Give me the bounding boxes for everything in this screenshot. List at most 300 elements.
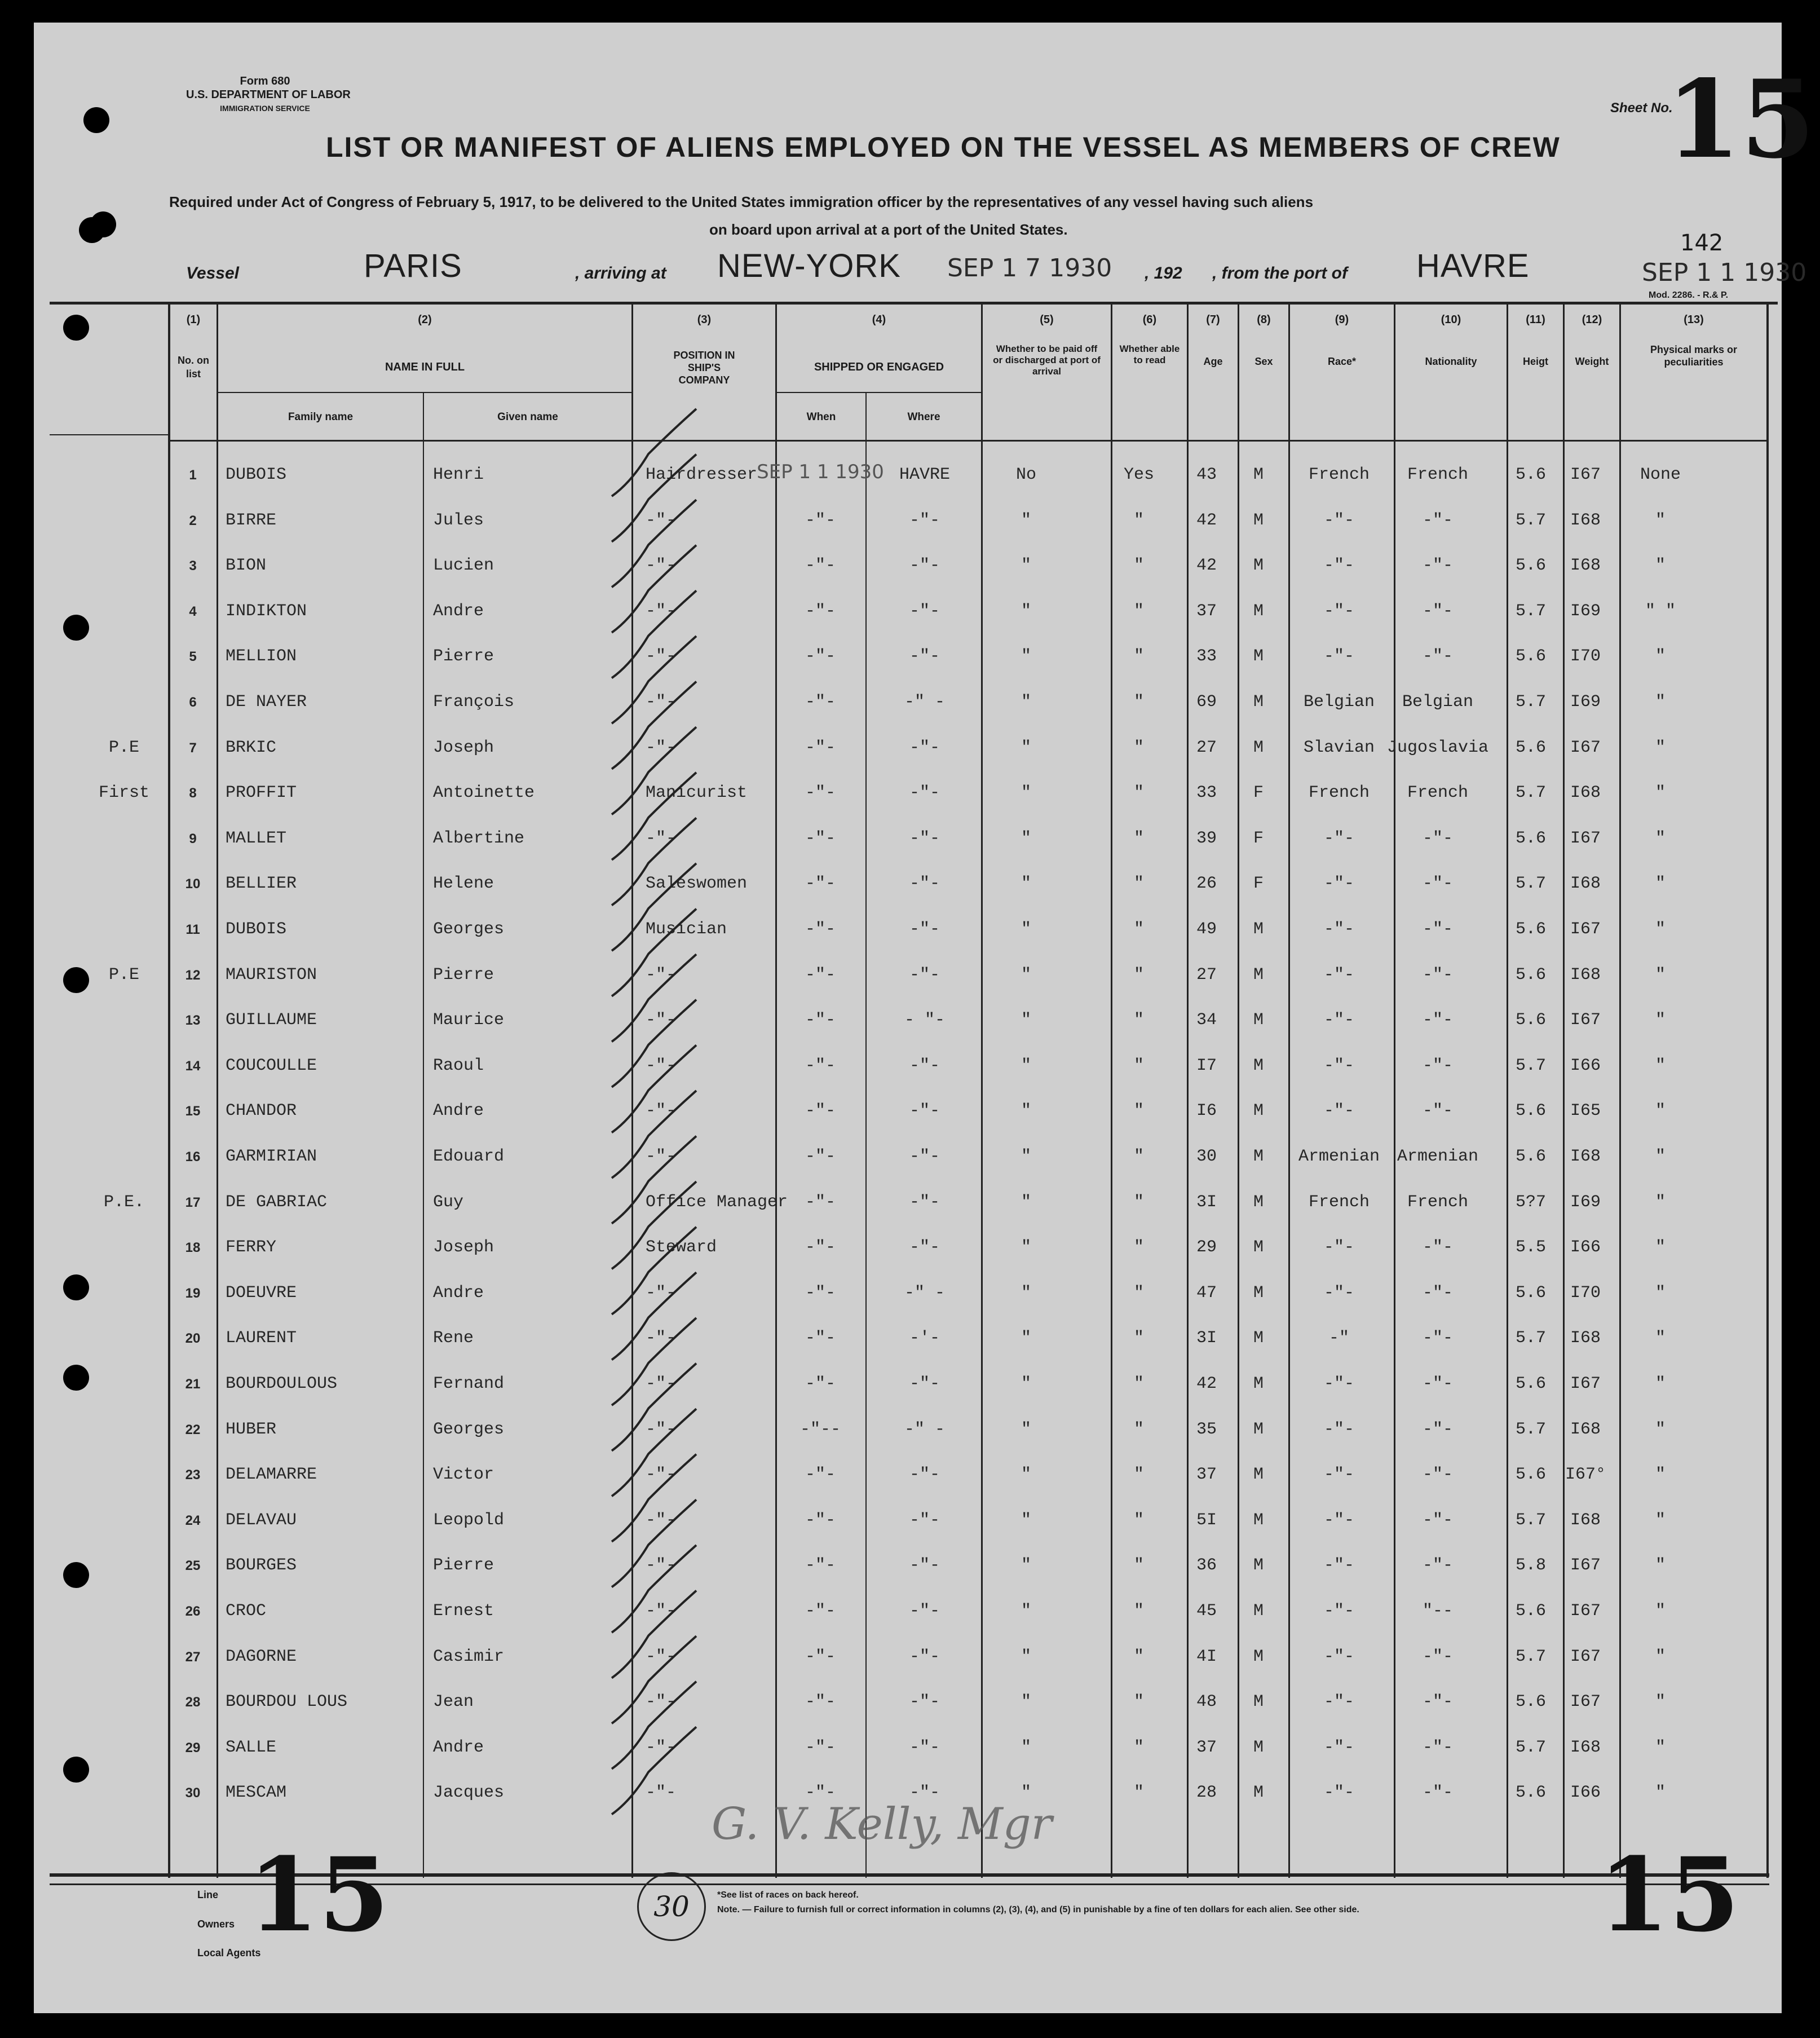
- cell-given: Georges: [433, 1420, 505, 1439]
- cell-marks: ": [1655, 1602, 1666, 1621]
- cell-weight: I68: [1570, 783, 1601, 802]
- cell-race: -"-: [1323, 647, 1355, 666]
- check-mark-stroke: [612, 1272, 696, 1360]
- cell-age: 4I: [1196, 1647, 1217, 1666]
- cell-paid: ": [1021, 1556, 1032, 1575]
- cell-family: DUBOIS: [226, 465, 287, 484]
- cell-where: HAVRE: [899, 465, 951, 484]
- cell-where: -"-: [909, 1602, 940, 1621]
- cell-where: -"-: [909, 1511, 940, 1530]
- cell-when: -"-: [805, 783, 836, 802]
- cell-when: -"-: [805, 1602, 836, 1621]
- cell-no: 23: [185, 1467, 201, 1483]
- cell-age: 37: [1196, 1738, 1217, 1757]
- cell-nationality: French: [1407, 1193, 1469, 1212]
- cell-position: -"-: [646, 1692, 677, 1711]
- cell-family: HUBER: [226, 1420, 277, 1439]
- cell-weight: I68: [1570, 1511, 1601, 1530]
- cell-sex: M: [1253, 1374, 1264, 1393]
- cell-paid: ": [1021, 1374, 1032, 1393]
- cell-nationality: -"-: [1422, 920, 1454, 939]
- cell-paid: ": [1021, 1602, 1032, 1621]
- cell-paid: ": [1021, 1147, 1032, 1166]
- cell-height: 5.6: [1515, 1692, 1547, 1711]
- col-label: Race*: [1327, 356, 1357, 367]
- cell-sex: M: [1253, 1238, 1264, 1257]
- cell-no: 4: [189, 604, 197, 619]
- check-mark-stroke: [612, 1499, 696, 1587]
- cell-no: 13: [185, 1013, 201, 1028]
- check-mark-stroke: [612, 455, 696, 542]
- cell-paid: No: [1015, 465, 1037, 484]
- check-mark-stroke: [612, 909, 696, 996]
- cell-marks: ": [1655, 874, 1666, 893]
- cell-family: DAGORNE: [226, 1647, 297, 1666]
- cell-when: -"-: [805, 1647, 836, 1666]
- cell-sex: F: [1253, 874, 1264, 893]
- check-mark-stroke: [612, 1045, 696, 1132]
- cell-race: -"-: [1323, 965, 1355, 985]
- cell-read: ": [1133, 783, 1145, 802]
- cell-read: ": [1133, 1692, 1145, 1711]
- cell-position: -"-: [646, 1738, 677, 1757]
- cell-age: 45: [1196, 1602, 1217, 1621]
- cell-sex: M: [1253, 920, 1264, 939]
- cell-race: -"-: [1323, 1647, 1355, 1666]
- cell-age: 42: [1196, 1374, 1217, 1393]
- cell-where: -"-: [909, 511, 940, 530]
- cell-family: CROC: [226, 1602, 267, 1621]
- cell-age: 39: [1196, 829, 1217, 848]
- cell-age: 27: [1196, 965, 1217, 985]
- page-title: LIST OR MANIFEST OF ALIENS EMPLOYED ON THE VESSEL AS MEMBERS OF CREW: [326, 131, 1561, 163]
- cell-where: -" -: [904, 1420, 946, 1439]
- cell-height: 5.7: [1515, 783, 1547, 802]
- cell-race: -"-: [1323, 1238, 1355, 1257]
- cell-nationality: "--: [1422, 1602, 1454, 1621]
- check-mark-stroke: [612, 1091, 696, 1178]
- cell-family: BOURDOULOUS: [226, 1374, 338, 1393]
- col-label: Whether able to read: [1119, 343, 1180, 365]
- cell-when: -"-: [805, 647, 836, 666]
- cell-nationality: -"-: [1422, 874, 1454, 893]
- col-label: Sex: [1254, 356, 1273, 367]
- cell-race: -"-: [1323, 511, 1355, 530]
- cell-age: 36: [1196, 1556, 1217, 1575]
- cell-marks: ": [1655, 692, 1666, 712]
- cell-weight: I67: [1570, 1692, 1601, 1711]
- cell-read: ": [1133, 965, 1145, 985]
- cell-race: -"-: [1323, 556, 1355, 575]
- vessel-name: PARIS: [364, 248, 462, 284]
- cell-when: -"-: [805, 1101, 836, 1121]
- cell-position: -"-: [646, 511, 677, 530]
- cell-weight: I67: [1570, 1556, 1601, 1575]
- cell-sex: M: [1253, 1511, 1264, 1530]
- cell-marks: ": [1655, 1329, 1666, 1348]
- cell-read: ": [1133, 692, 1145, 712]
- cell-where: -"-: [909, 874, 940, 893]
- cell-marks: ": [1655, 1556, 1666, 1575]
- cell-race: -"-: [1323, 1511, 1355, 1530]
- cell-nationality: French: [1407, 783, 1469, 802]
- cell-when: -"-: [805, 920, 836, 939]
- cell-paid: ": [1021, 1329, 1032, 1348]
- cell-no: 15: [185, 1104, 201, 1119]
- cell-read: ": [1133, 1147, 1145, 1166]
- cell-no: 29: [185, 1740, 201, 1755]
- cell-age: I6: [1196, 1101, 1217, 1121]
- cell-paid: ": [1021, 829, 1032, 848]
- cell-position: -"-: [646, 692, 677, 712]
- cell-weight: I67: [1570, 738, 1601, 757]
- cell-height: 5?7: [1515, 1193, 1547, 1212]
- check-mark-stroke: [612, 773, 696, 860]
- cell-weight: I68: [1570, 1329, 1601, 1348]
- cell-weight: I67: [1570, 829, 1601, 848]
- cell-height: 5.7: [1515, 1329, 1547, 1348]
- check-mark-stroke: [612, 863, 696, 951]
- cell-race: -"-: [1323, 1056, 1355, 1075]
- cell-weight: I65: [1570, 1101, 1601, 1121]
- cell-age: 43: [1196, 465, 1217, 484]
- cell-read: ": [1133, 1602, 1145, 1621]
- cell-nationality: -"-: [1422, 1511, 1454, 1530]
- cell-age: 33: [1196, 647, 1217, 666]
- cell-when: -"-: [805, 829, 836, 848]
- cell-marks: ": [1655, 1783, 1666, 1802]
- cell-where: -"-: [909, 829, 940, 848]
- check-mark-stroke: [612, 1727, 696, 1814]
- cell-race: French: [1308, 1193, 1370, 1212]
- cell-where: - "-: [904, 1011, 946, 1030]
- cell-position: -"-: [646, 1420, 677, 1439]
- cell-paid: ": [1021, 602, 1032, 621]
- cell-family: CHANDOR: [226, 1101, 297, 1121]
- cell-position: -"-: [646, 1465, 677, 1484]
- cell-no: 16: [185, 1149, 201, 1164]
- where-header: Where: [907, 411, 940, 423]
- cell-position: -"-: [646, 1511, 677, 1530]
- cell-race: -"-: [1323, 1283, 1355, 1303]
- cell-sex: F: [1253, 829, 1264, 848]
- subtitle-line-2: on board upon arrival at a port of the United States.: [709, 221, 1068, 238]
- cell-race: -"-: [1323, 1783, 1355, 1802]
- cell-weight: I68: [1570, 965, 1601, 985]
- cell-position: -"-: [646, 1056, 677, 1075]
- cell-height: 5.6: [1515, 965, 1547, 985]
- cell-marks: ": [1655, 1420, 1666, 1439]
- col-number: (2): [418, 314, 432, 326]
- cell-weight: I67°: [1565, 1465, 1606, 1484]
- cell-race: French: [1308, 783, 1370, 802]
- cell-when: -"-: [805, 965, 836, 985]
- cell-paid: ": [1021, 1283, 1032, 1303]
- cell-position: Office Manager: [646, 1193, 788, 1212]
- cell-race: -": [1328, 1329, 1350, 1348]
- cell-race: -"-: [1323, 1738, 1355, 1757]
- cell-height: 5.8: [1515, 1556, 1547, 1575]
- cell-position: Steward: [646, 1238, 717, 1257]
- cell-where: -"-: [909, 920, 940, 939]
- cell-paid: ": [1021, 511, 1032, 530]
- cell-when: SEP 1 1 1930: [757, 461, 884, 483]
- cell-weight: I67: [1570, 1374, 1601, 1393]
- cell-where: -"-: [909, 1783, 940, 1802]
- cell-nationality: -"-: [1422, 647, 1454, 666]
- cell-paid: ": [1021, 920, 1032, 939]
- when-header: When: [806, 411, 836, 423]
- cell-weight: I67: [1570, 1647, 1601, 1666]
- cell-sex: M: [1253, 556, 1264, 575]
- cell-nationality: -"-: [1422, 965, 1454, 985]
- cell-given: Pierre: [433, 1556, 494, 1575]
- cell-paid: ": [1021, 1193, 1032, 1212]
- cell-read: ": [1133, 1420, 1145, 1439]
- cell-position: -"-: [646, 556, 677, 575]
- check-mark-stroke: [612, 1000, 696, 1087]
- col-number: (12): [1582, 314, 1602, 326]
- cell-no: 20: [185, 1331, 201, 1346]
- cell-given: Andre: [433, 602, 484, 621]
- cell-sex: M: [1253, 1783, 1264, 1802]
- cell-age: 30: [1196, 1147, 1217, 1166]
- cell-no: 17: [185, 1195, 201, 1210]
- cell-given: Pierre: [433, 647, 494, 666]
- cell-read: ": [1133, 511, 1145, 530]
- cell-race: -"-: [1323, 1602, 1355, 1621]
- cell-family: DE NAYER: [226, 692, 307, 712]
- col-label: NAME IN FULL: [385, 361, 465, 373]
- cell-note: First: [98, 783, 150, 802]
- cell-position: -"-: [646, 1101, 677, 1121]
- cell-where: -"-: [909, 602, 940, 621]
- cell-where: -" -: [904, 1283, 946, 1303]
- cell-marks: ": [1655, 1011, 1666, 1030]
- cell-given: Henri: [433, 465, 484, 484]
- arriving-label: , arriving at: [575, 264, 666, 283]
- cell-weight: I70: [1570, 1283, 1601, 1303]
- cell-family: BELLIER: [226, 874, 297, 893]
- line-label: Line: [197, 1889, 219, 1900]
- sheet-number: 15: [1666, 56, 1815, 182]
- cell-no: 1: [189, 467, 197, 483]
- cell-where: -'-: [909, 1329, 940, 1348]
- cell-marks: ": [1655, 1193, 1666, 1212]
- cell-when: -"-: [805, 1193, 836, 1212]
- cell-sex: M: [1253, 692, 1264, 712]
- cell-when: -"-: [805, 738, 836, 757]
- cell-given: Albertine: [433, 829, 525, 848]
- cell-no: 24: [185, 1513, 201, 1528]
- cell-when: -"-: [805, 1329, 836, 1348]
- cell-given: Helene: [433, 874, 494, 893]
- cell-read: Yes: [1123, 465, 1155, 484]
- cell-nationality: -"-: [1422, 1238, 1454, 1257]
- cell-family: BIRRE: [226, 511, 277, 530]
- cell-height: 5.6: [1515, 1283, 1547, 1303]
- cell-read: ": [1133, 1011, 1145, 1030]
- cell-race: -"-: [1323, 829, 1355, 848]
- cell-race: -"-: [1323, 1374, 1355, 1393]
- cell-nationality: Jugoslavia: [1386, 738, 1489, 757]
- cell-marks: ": [1655, 1374, 1666, 1393]
- cell-paid: ": [1021, 556, 1032, 575]
- cell-read: ": [1133, 1374, 1145, 1393]
- cell-sex: M: [1253, 602, 1264, 621]
- cell-read: ": [1133, 829, 1145, 848]
- cell-when: -"-: [805, 511, 836, 530]
- cell-when: -"--: [799, 1420, 841, 1439]
- cell-sex: M: [1253, 1647, 1264, 1666]
- cell-paid: ": [1021, 1101, 1032, 1121]
- cell-given: Pierre: [433, 965, 494, 985]
- cell-nationality: Armenian: [1397, 1147, 1479, 1166]
- cell-where: -"-: [909, 647, 940, 666]
- cell-where: -"-: [909, 783, 940, 802]
- cell-marks: ": [1655, 1647, 1666, 1666]
- cell-read: ": [1133, 1556, 1145, 1575]
- vessel-label: Vessel: [186, 264, 239, 283]
- cell-family: BOURDOU LOUS: [226, 1692, 348, 1711]
- cell-paid: ": [1021, 1420, 1032, 1439]
- cell-height: 5.7: [1515, 602, 1547, 621]
- cell-when: -"-: [805, 874, 836, 893]
- departure-port: HAVRE: [1416, 248, 1530, 284]
- check-mark-stroke: [612, 1636, 696, 1723]
- cell-sex: M: [1253, 647, 1264, 666]
- cell-no: 7: [189, 740, 197, 756]
- cell-given: Ernest: [433, 1602, 494, 1621]
- cell-race: -"-: [1323, 920, 1355, 939]
- cell-weight: I69: [1570, 602, 1601, 621]
- cell-no: 21: [185, 1377, 201, 1392]
- cell-when: -"-: [805, 1011, 836, 1030]
- cell-no: 28: [185, 1695, 201, 1710]
- col-label: No. on list: [178, 355, 209, 380]
- cell-nationality: -"-: [1422, 1783, 1454, 1802]
- cell-position: -"-: [646, 1011, 677, 1030]
- cell-position: -"-: [646, 965, 677, 985]
- cell-paid: ": [1021, 783, 1032, 802]
- cell-height: 5.7: [1515, 692, 1547, 712]
- cell-paid: ": [1021, 1465, 1032, 1484]
- cell-read: ": [1133, 556, 1145, 575]
- cell-age: 28: [1196, 1783, 1217, 1802]
- cell-marks: ": [1655, 511, 1666, 530]
- check-mark-stroke: [612, 1364, 696, 1451]
- cell-family: DOEUVRE: [226, 1283, 297, 1303]
- check-mark-stroke: [612, 954, 696, 1042]
- check-mark-stroke: [612, 500, 696, 587]
- cell-age: 37: [1196, 602, 1217, 621]
- cell-position: -"-: [646, 829, 677, 848]
- cell-race: -"-: [1323, 1556, 1355, 1575]
- cell-race: -"-: [1323, 1465, 1355, 1484]
- cell-family: PROFFIT: [226, 783, 297, 802]
- cell-height: 5.6: [1515, 1011, 1547, 1030]
- cell-family: DELAMARRE: [226, 1465, 317, 1484]
- cell-position: -"-: [646, 602, 677, 621]
- cell-paid: ": [1021, 647, 1032, 666]
- cell-read: ": [1133, 1056, 1145, 1075]
- cell-when: -"-: [805, 602, 836, 621]
- department-name: U.S. DEPARTMENT OF LABOR: [186, 89, 351, 101]
- cell-no: 25: [185, 1558, 201, 1573]
- cell-no: 26: [185, 1604, 201, 1619]
- cell-weight: I66: [1570, 1238, 1601, 1257]
- cell-weight: I67: [1570, 1602, 1601, 1621]
- cell-when: -"-: [805, 1147, 836, 1166]
- cell-marks: ": [1655, 783, 1666, 802]
- cell-no: 22: [185, 1422, 201, 1437]
- col-number: (7): [1206, 314, 1220, 326]
- check-mark-stroke: [612, 727, 696, 814]
- col-label: POSITION IN SHIP'S COMPANY: [673, 350, 735, 386]
- cell-no: 9: [189, 831, 197, 846]
- cell-nationality: -"-: [1422, 602, 1454, 621]
- col-label: SHIPPED OR ENGAGED: [814, 361, 944, 373]
- cell-family: BRKIC: [226, 738, 277, 757]
- cell-height: 5.7: [1515, 1511, 1547, 1530]
- cell-sex: M: [1253, 1465, 1264, 1484]
- cell-note: P.E.: [103, 1193, 145, 1212]
- cell-age: 3I: [1196, 1329, 1217, 1348]
- check-mark-stroke: [612, 1318, 696, 1405]
- cell-nationality: -"-: [1422, 1329, 1454, 1348]
- cell-given: Guy: [433, 1193, 464, 1212]
- cell-age: 47: [1196, 1283, 1217, 1303]
- family-name-header: Family name: [288, 411, 354, 423]
- cell-marks: ": [1655, 647, 1666, 666]
- cell-position: -"-: [646, 1329, 677, 1348]
- cell-age: 26: [1196, 874, 1217, 893]
- cell-height: 5.5: [1515, 1238, 1547, 1257]
- departure-date-stamp: SEP 1 1 1930: [1642, 258, 1807, 287]
- cell-paid: ": [1021, 965, 1032, 985]
- cell-family: BOURGES: [226, 1556, 297, 1575]
- cell-nationality: -"-: [1422, 829, 1454, 848]
- officer-signature: G. V. Kelly, Mgr: [712, 1799, 1053, 1850]
- cell-paid: ": [1021, 1647, 1032, 1666]
- cell-read: ": [1133, 1238, 1145, 1257]
- cell-where: -"-: [909, 1374, 940, 1393]
- check-mark-stroke: [612, 1591, 696, 1678]
- cell-family: INDIKTON: [226, 602, 307, 621]
- cell-position: -"-: [646, 1647, 677, 1666]
- cell-when: -"-: [805, 1738, 836, 1757]
- cell-marks: ": [1655, 1147, 1666, 1166]
- cell-height: 5.6: [1515, 1101, 1547, 1121]
- cell-age: 42: [1196, 511, 1217, 530]
- cell-position: Manicurist: [646, 783, 748, 802]
- cell-paid: ": [1021, 738, 1032, 757]
- col-number: (3): [697, 314, 712, 326]
- cell-family: MALLET: [226, 829, 287, 848]
- cell-weight: I67: [1570, 465, 1601, 484]
- cell-marks: ": [1655, 1238, 1666, 1257]
- cell-read: ": [1133, 920, 1145, 939]
- sheet-number-right: 15: [1598, 1836, 1740, 1955]
- cell-read: ": [1133, 738, 1145, 757]
- cell-read: ": [1133, 1193, 1145, 1212]
- cell-sex: M: [1253, 1101, 1264, 1121]
- cell-race: -"-: [1323, 874, 1355, 893]
- cell-given: Joseph: [433, 1238, 494, 1257]
- cell-nationality: -"-: [1422, 1283, 1454, 1303]
- form-mod-note: Mod. 2286. - R.& P.: [1649, 290, 1729, 300]
- cell-sex: M: [1253, 738, 1264, 757]
